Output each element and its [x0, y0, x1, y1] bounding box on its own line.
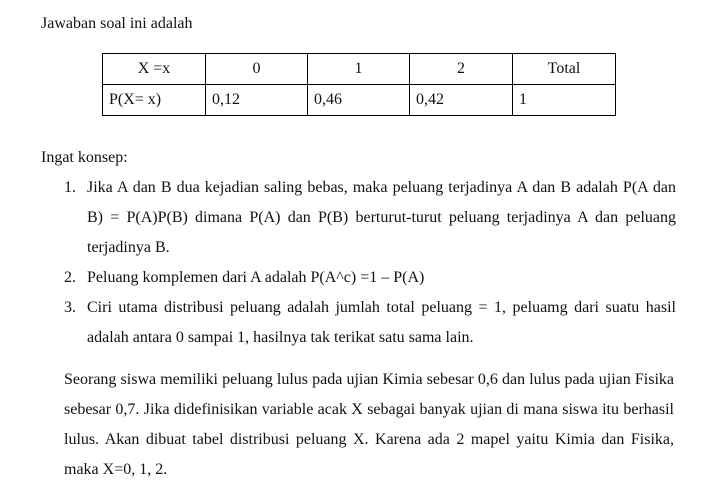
concept-number: 2. [64, 269, 76, 286]
table-cell: 0,12 [206, 85, 308, 116]
table-header-cell: X =x [103, 54, 206, 85]
table-row [103, 85, 616, 116]
concept-number: 3. [64, 299, 76, 316]
concept-text: Ciri utama distribusi peluang adalah jumlah total peluang = 1, peluamg dari suatu hasil adalah antara 0 sampai 1, hasilnya tak terikat satu sama lain. [87, 299, 676, 346]
concept-number: 1. [64, 179, 76, 196]
table-cell: 0,46 [308, 85, 410, 116]
concept-item [64, 263, 676, 293]
table-header-row [103, 54, 616, 85]
table-cell: 0,42 [410, 85, 513, 116]
concept-text: Jika A dan B dua kejadian saling bebas, maka peluang terjadinya A dan B adalah P(A dan B) = P(A)P(B) dimana P(A) dan P(B) berturut-turut peluang terjadinya A dan peluang terjadinya B. [87, 179, 676, 256]
concept-list [64, 173, 676, 353]
table-cell: 1 [513, 85, 616, 116]
concept-title: Ingat konsep: [41, 149, 128, 166]
concept-item [64, 293, 676, 353]
probability-distribution-table [102, 53, 616, 116]
concept-text: Peluang komplemen dari A adalah P(A^c) =1 – P(A) [87, 269, 425, 286]
concept-item [64, 173, 676, 263]
table-header-cell: 2 [410, 54, 513, 85]
table-header-cell: 1 [308, 54, 410, 85]
table-header-cell: Total [513, 54, 616, 85]
table-header-cell: 0 [206, 54, 308, 85]
intro-text: Jawaban soal ini adalah [41, 15, 193, 32]
table-cell: P(X= x) [103, 85, 206, 116]
problem-paragraph: Seorang siswa memiliki peluang lulus pada ujian Kimia sebesar 0,6 dan lulus pada ujian Fisika sebesar 0,7. Jika didefinisikan variable acak X sebagai banyak ujian di mana siswa itu berhasil lulus. Akan dibuat tabel distribusi peluang X. Karena ada 2 mapel yaitu Kimia dan Fisika, maka X=0, 1, 2. [64, 371, 674, 478]
